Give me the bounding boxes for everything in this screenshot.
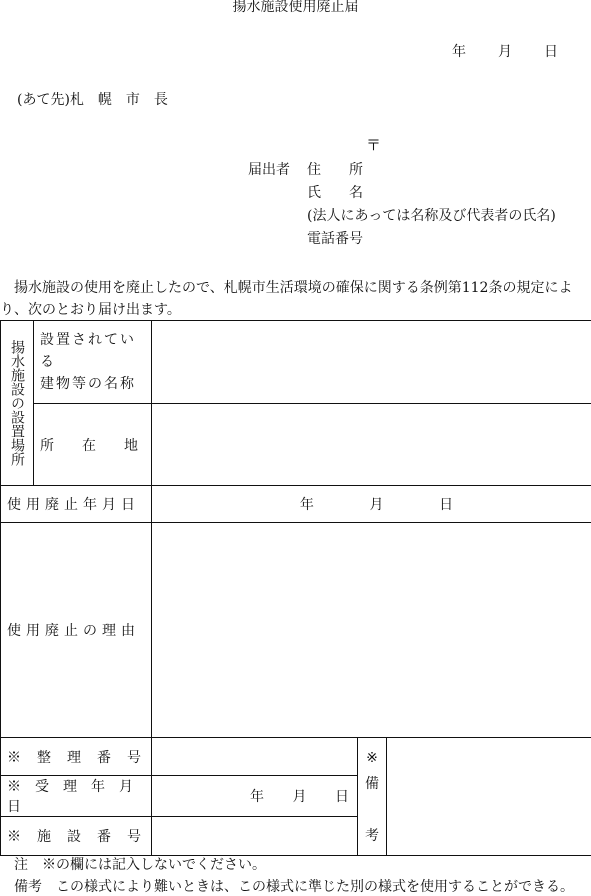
discontinue-year: 年 <box>299 497 314 513</box>
discontinue-date-field[interactable] <box>152 486 591 523</box>
received-month: 月 <box>292 789 307 805</box>
footnote: 注 ※の欄には記入しないでください。 <box>14 857 266 873</box>
remarks-mark: ※ <box>366 749 378 766</box>
ref-number-field[interactable] <box>152 738 358 776</box>
declaration-form-table <box>0 320 591 856</box>
received-date-label: ※ 受 理 年 月 日 <box>1 776 152 817</box>
discontinue-month: 月 <box>369 497 384 513</box>
declarant-name-label: 氏 名 <box>307 185 363 201</box>
postal-code-mark: 〒 <box>366 136 382 154</box>
address-field[interactable] <box>152 404 591 486</box>
remarks-label-cell <box>358 738 387 856</box>
received-date-field[interactable] <box>152 776 358 817</box>
discontinue-date-label: 使用廃止年月日 <box>1 486 152 523</box>
document-title: 揚水施設使用廃止届 <box>232 0 359 15</box>
reason-label: 使用廃止の理由 <box>1 523 152 738</box>
declarant-phone-label: 電話番号 <box>307 231 363 247</box>
discontinue-day: 日 <box>439 497 454 513</box>
date-month-label: 月 <box>498 44 512 60</box>
address-label: 所 在 地 <box>34 404 152 486</box>
received-day: 日 <box>335 789 349 805</box>
addressee <box>17 93 168 107</box>
reason-field[interactable] <box>152 523 591 738</box>
remark-note: 備考 この様式により難いときは、この様式に準じた別の様式を使用することができる。 <box>14 879 574 895</box>
addressee-name: 札 幌 市 長 <box>69 92 168 108</box>
building-name-label: 設置されている 建物等の名称 <box>34 321 152 404</box>
facility-number-field[interactable] <box>152 817 358 856</box>
declarant-label: 届出者 <box>248 162 290 178</box>
date-day-label: 日 <box>544 44 558 60</box>
declarant-address-label: 住 所 <box>307 162 363 178</box>
facility-number-label: ※ 施 設 番 号 <box>1 817 152 856</box>
submission-date <box>452 45 558 59</box>
remarks-field[interactable] <box>387 738 591 856</box>
remarks-label: 備 考 <box>365 775 379 844</box>
declarant-corporate-note: (法人にあっては名称及び代表者の氏名) <box>307 208 556 224</box>
location-group-label: 揚水施設の設置場所 <box>1 321 34 486</box>
addressee-prefix: (あて先) <box>17 92 70 108</box>
declaration-statement: 揚水施設の使用を廃止したので、札幌市生活環境の確保に関する条例第112条の規定により、次のとおり届け出ます。 <box>0 280 573 318</box>
ref-number-label: ※ 整 理 番 号 <box>1 738 152 776</box>
building-name-field[interactable] <box>152 321 591 404</box>
date-year-label: 年 <box>452 44 466 60</box>
received-year: 年 <box>250 789 264 805</box>
